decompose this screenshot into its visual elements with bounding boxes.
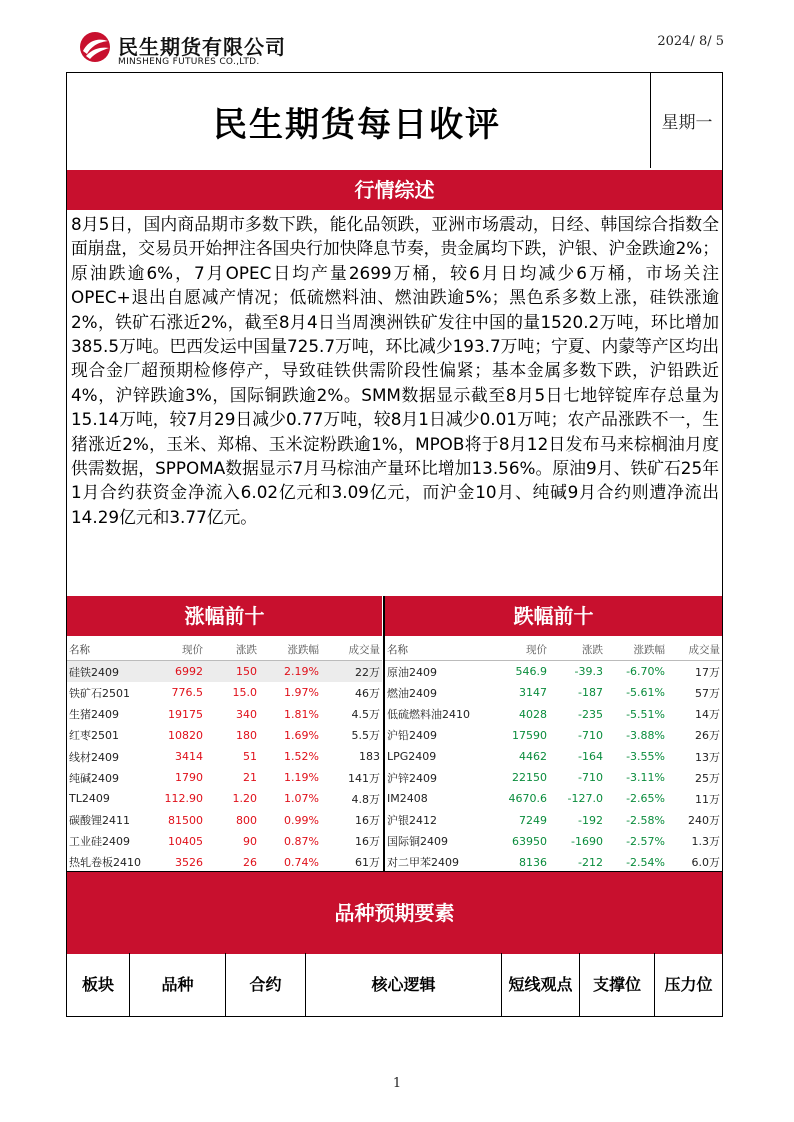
cell-volume: 141万 bbox=[348, 771, 380, 785]
cell-pct: -2.58% bbox=[626, 813, 665, 827]
cell-name: 线材2409 bbox=[69, 750, 119, 764]
cell-volume: 26万 bbox=[695, 729, 720, 743]
col-header-contract: 合约 bbox=[225, 953, 305, 1016]
report-date: 2024/ 8/ 5 bbox=[657, 34, 724, 49]
cell-name: 碳酸锂2411 bbox=[69, 814, 130, 828]
table-row bbox=[67, 746, 382, 767]
col-header-pct: 涨跌幅 bbox=[605, 639, 667, 661]
col-header-resistance: 压力位 bbox=[654, 953, 722, 1016]
gainers-heading: 涨幅前十 bbox=[67, 596, 382, 636]
company-logo bbox=[78, 30, 318, 70]
cell-pct: 1.97% bbox=[284, 686, 319, 700]
cell-change: 800 bbox=[236, 813, 257, 827]
cell-price: 776.5 bbox=[171, 686, 203, 700]
cell-name: TL2409 bbox=[69, 792, 110, 806]
cell-volume: 5.5万 bbox=[351, 729, 380, 743]
cell-volume: 13万 bbox=[695, 750, 720, 764]
factors-heading: 品种预期要素 bbox=[67, 871, 722, 954]
cell-change: 51 bbox=[243, 750, 257, 764]
cell-volume: 183 bbox=[359, 750, 380, 764]
cell-price: 1790 bbox=[175, 771, 203, 785]
title-row bbox=[67, 73, 722, 168]
weekday-label: 星期一 bbox=[661, 113, 713, 133]
cell-price: 4028 bbox=[519, 707, 547, 721]
cell-price: 6992 bbox=[153, 661, 205, 683]
cell-name: 生猪2409 bbox=[69, 708, 119, 722]
minsheng-logo-icon bbox=[78, 30, 112, 64]
cell-price: 19175 bbox=[168, 707, 203, 721]
cell-change: -39.3 bbox=[574, 665, 603, 679]
company-name-en: MINSHENG FUTURES CO.,LTD. bbox=[118, 57, 260, 67]
cell-price: 112.90 bbox=[164, 792, 203, 806]
cell-change: -1690 bbox=[571, 834, 603, 848]
cell-volume: 22万 bbox=[321, 661, 382, 683]
cell-change: -164 bbox=[578, 750, 603, 764]
table-row bbox=[385, 682, 722, 703]
cell-change: -192 bbox=[578, 813, 603, 827]
col-header-change: 涨跌 bbox=[205, 639, 259, 661]
company-name-cn: 民生期货有限公司 bbox=[118, 35, 286, 59]
col-header-support: 支撑位 bbox=[579, 953, 654, 1016]
cell-pct: 0.99% bbox=[284, 813, 319, 827]
col-header-variety: 品种 bbox=[129, 953, 225, 1016]
cell-price: 4670.6 bbox=[508, 792, 547, 806]
col-header-price: 现价 bbox=[485, 639, 549, 661]
cell-pct: -6.70% bbox=[626, 665, 665, 679]
cell-name: LPG2409 bbox=[387, 750, 437, 764]
cell-volume: 61万 bbox=[355, 856, 380, 870]
cell-change: -212 bbox=[578, 855, 603, 869]
cell-name: 红枣2501 bbox=[69, 729, 119, 743]
table-row bbox=[385, 725, 722, 746]
cell-price: 10405 bbox=[168, 834, 203, 848]
cell-pct: 0.74% bbox=[284, 855, 319, 869]
cell-name: 铁矿石2501 bbox=[69, 686, 130, 700]
cell-pct: -5.61% bbox=[626, 686, 665, 700]
cell-volume: 6.0万 bbox=[691, 856, 720, 870]
col-header-short-view: 短线观点 bbox=[501, 953, 579, 1016]
cell-pct: -2.57% bbox=[626, 834, 665, 848]
cell-name: IM2408 bbox=[387, 792, 428, 806]
table-row bbox=[385, 767, 722, 788]
losers-table bbox=[385, 639, 722, 873]
cell-price: 8136 bbox=[519, 855, 547, 869]
table-row bbox=[385, 704, 722, 725]
cell-volume: 16万 bbox=[355, 835, 380, 849]
table-row bbox=[67, 725, 382, 746]
cell-name: 燃油2409 bbox=[387, 686, 437, 700]
cell-volume: 14万 bbox=[695, 708, 720, 722]
table-row bbox=[385, 852, 722, 873]
table-row bbox=[385, 746, 722, 767]
cell-pct: 0.87% bbox=[284, 834, 319, 848]
table-row bbox=[385, 810, 722, 831]
table-row bbox=[385, 661, 722, 683]
cell-pct: -3.55% bbox=[626, 750, 665, 764]
col-header-price: 现价 bbox=[153, 639, 205, 661]
report-frame bbox=[66, 72, 723, 1017]
cell-volume: 4.8万 bbox=[351, 792, 380, 806]
cell-name: 沪银2412 bbox=[387, 814, 437, 828]
cell-change: 180 bbox=[236, 728, 257, 742]
cell-price: 546.9 bbox=[515, 665, 547, 679]
col-header-core-logic: 核心逻辑 bbox=[305, 953, 501, 1016]
cell-name: 沪锌2409 bbox=[387, 771, 437, 785]
title-divider bbox=[650, 73, 651, 168]
col-header-volume: 成交量 bbox=[321, 639, 382, 661]
cell-price: 7249 bbox=[519, 813, 547, 827]
cell-pct: 1.52% bbox=[284, 750, 319, 764]
table-row bbox=[67, 788, 382, 809]
losers-heading: 跌幅前十 bbox=[385, 596, 722, 636]
cell-change: -187 bbox=[578, 686, 603, 700]
cell-volume: 4.5万 bbox=[351, 708, 380, 722]
cell-volume: 1.3万 bbox=[691, 835, 720, 849]
gainers-table bbox=[67, 639, 382, 873]
col-header-change: 涨跌 bbox=[549, 639, 605, 661]
cell-pct: 1.69% bbox=[284, 728, 319, 742]
cell-change: -235 bbox=[578, 707, 603, 721]
table-row bbox=[67, 831, 382, 852]
cell-name: 纯碱2409 bbox=[69, 771, 119, 785]
cell-pct: -5.51% bbox=[626, 707, 665, 721]
losers-header-row bbox=[385, 639, 722, 661]
cell-change: -710 bbox=[578, 771, 603, 785]
cell-volume: 46万 bbox=[355, 686, 380, 700]
overview-heading: 行情综述 bbox=[67, 170, 722, 210]
cell-price: 10820 bbox=[168, 728, 203, 742]
table-row bbox=[385, 831, 722, 852]
cell-pct: 2.19% bbox=[259, 661, 321, 683]
cell-price: 17590 bbox=[512, 728, 547, 742]
table-row bbox=[67, 704, 382, 725]
cell-change: -710 bbox=[578, 728, 603, 742]
cell-pct: -2.65% bbox=[626, 792, 665, 806]
cell-name: 工业硅2409 bbox=[69, 835, 130, 849]
cell-change: 150 bbox=[205, 661, 259, 683]
cell-change: 1.20 bbox=[232, 792, 257, 806]
cell-volume: 16万 bbox=[355, 814, 380, 828]
cell-name: 对二甲苯2409 bbox=[387, 856, 459, 870]
table-row bbox=[67, 852, 382, 873]
factors-header-row bbox=[67, 953, 722, 1016]
cell-pct: -3.88% bbox=[626, 728, 665, 742]
cell-name: 沪铅2409 bbox=[387, 729, 437, 743]
cell-volume: 11万 bbox=[695, 792, 720, 806]
table-row bbox=[67, 682, 382, 703]
col-header-pct: 涨跌幅 bbox=[259, 639, 321, 661]
page-title: 民生期货每日收评 bbox=[213, 105, 501, 145]
col-header-name: 名称 bbox=[385, 639, 485, 661]
cell-pct: 1.19% bbox=[284, 771, 319, 785]
cell-pct: 1.81% bbox=[284, 707, 319, 721]
cell-volume: 57万 bbox=[695, 686, 720, 700]
cell-change: 26 bbox=[243, 855, 257, 869]
cell-name: 原油2409 bbox=[387, 665, 437, 679]
cell-pct: 1.07% bbox=[284, 792, 319, 806]
cell-price: 63950 bbox=[512, 834, 547, 848]
cell-pct: -2.54% bbox=[626, 855, 665, 869]
cell-name: 低硫燃料油2410 bbox=[387, 708, 470, 722]
table-row bbox=[385, 788, 722, 809]
cell-price: 3147 bbox=[519, 686, 547, 700]
cell-change: 340 bbox=[236, 707, 257, 721]
cell-change: 15.0 bbox=[232, 686, 257, 700]
col-header-name: 名称 bbox=[67, 639, 153, 661]
col-header-volume: 成交量 bbox=[667, 639, 722, 661]
cell-name: 热轧卷板2410 bbox=[69, 856, 141, 870]
cell-change: 90 bbox=[243, 834, 257, 848]
cell-name: 硅铁2409 bbox=[67, 661, 153, 683]
gainers-header-row bbox=[67, 639, 382, 661]
table-row bbox=[67, 810, 382, 831]
cell-price: 4462 bbox=[519, 750, 547, 764]
cell-volume: 240万 bbox=[688, 814, 720, 828]
cell-price: 81500 bbox=[168, 813, 203, 827]
cell-volume: 17万 bbox=[695, 665, 720, 679]
cell-volume: 25万 bbox=[695, 771, 720, 785]
cell-name: 国际铜2409 bbox=[387, 835, 448, 849]
table-row bbox=[67, 767, 382, 788]
cell-price: 3414 bbox=[175, 750, 203, 764]
table-row bbox=[67, 661, 382, 683]
cell-price: 22150 bbox=[512, 771, 547, 785]
col-header-sector: 板块 bbox=[81, 975, 114, 994]
cell-change: -127.0 bbox=[567, 792, 603, 806]
cell-pct: -3.11% bbox=[626, 771, 665, 785]
cell-price: 3526 bbox=[175, 855, 203, 869]
page-number: 1 bbox=[392, 1076, 402, 1091]
cell-change: 21 bbox=[243, 771, 257, 785]
overview-text: 8月5日，国内商品期市多数下跌，能化品领跌，亚洲市场震动，日经、韩国综合指数全面崩盘，交易员开始押注各国央行加快降息节奏，贵金属均下跌，沪银、沪金跌逾2%；原油跌逾6%，7月OPEC日均产量2699万桶，较6月日均减少6万桶，市场关注OPEC+退出自愿减产情况；低硫燃料油、燃油跌逾5%；黑色系多数上涨，硅铁涨逾2%，铁矿石涨近2%，截至8月4日当周澳洲铁矿发往中国的量1520.2万吨，环比增加385.5万吨。巴西发运中国量725.7万吨，环比减少193.7万吨；宁夏、内蒙等产区均出现合金厂超预期检修停产，导致硅铁供需阶段性偏紧；基本金属多数下跌，沪铅跌近4%，沪锌跌逾3%，国际铜跌逾2%。SMM数据显示截至8月5日七地锌锭库存总量为15.14万吨，较7月29日减少0.77万吨，较8月1日减少0.01万吨；农产品涨跌不一，生猪涨近2%，玉米、郑棉、玉米淀粉跌逾1%，MPOB将于8月12日发布马来棕榈油月度供需数据，SPPOMA数据显示7月马棕油产量环比增加13.56%。原油9月、铁矿石25年1月合约获资金净流入6.02亿元和3.09亿元，而沪金10月、纯碱9月合约则遭净流出14.29亿元和3.77亿元。 bbox=[71, 214, 719, 527]
